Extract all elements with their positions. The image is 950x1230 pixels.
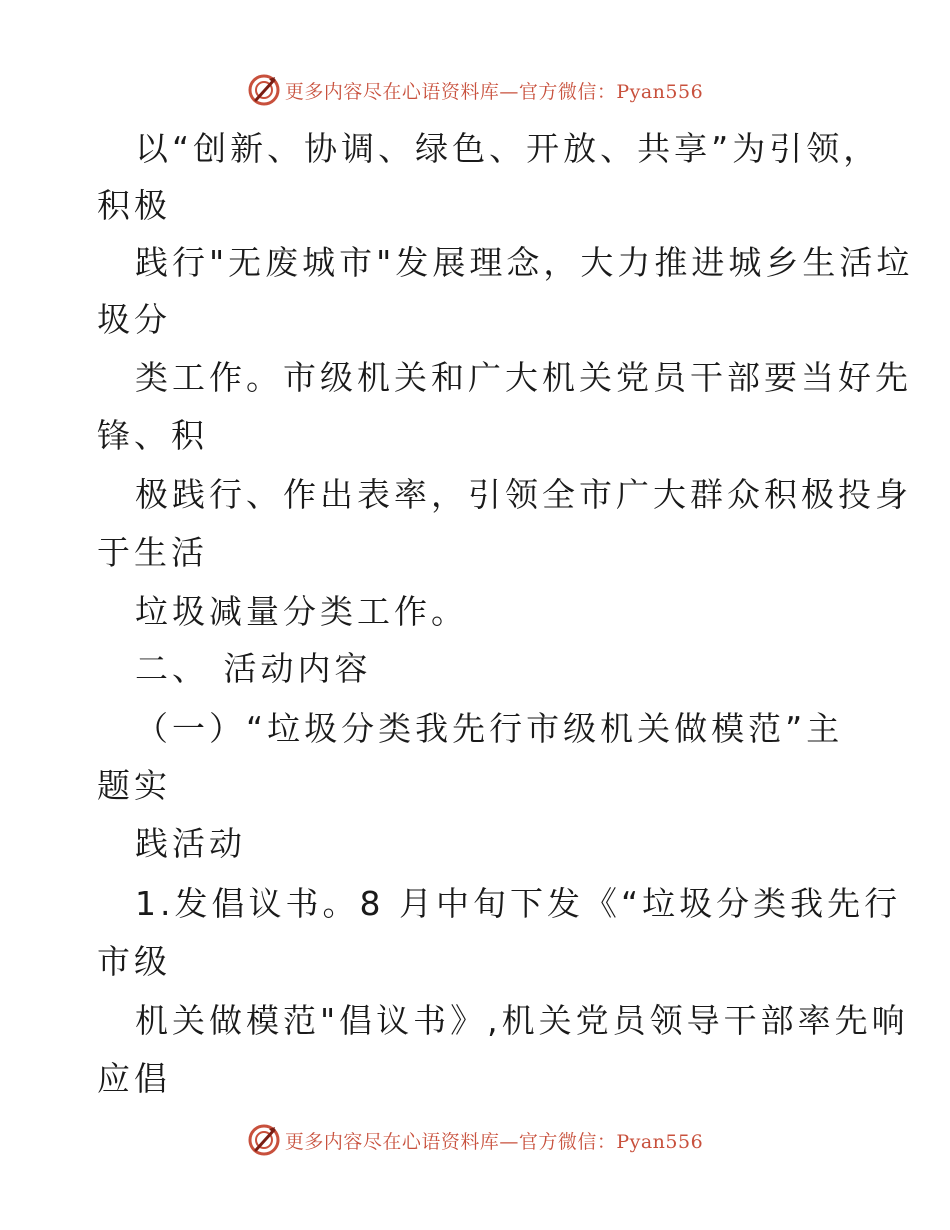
paragraph-line: 践行"无废城市"发展理念，大力推进城乡生活垃 bbox=[135, 243, 914, 282]
paragraph-line: 机关做模范"倡议书》,机关党员领导干部率先响 bbox=[135, 1001, 909, 1040]
paragraph-line: 极践行、作出表率，引领全市广大群众积极投身 bbox=[135, 475, 912, 514]
paragraph-line: 类工作。市级机关和广大机关党员干部要当好先 bbox=[135, 358, 912, 397]
paragraph-line: 1.发倡议书。8 月中旬下发《“垃圾分类我先行 bbox=[135, 884, 902, 923]
subsection-heading: （一）“垃圾分类我先行市级机关做模范”主 bbox=[135, 709, 844, 748]
watermark-text: 更多内容尽在心语资料库—官方微信：Pyan556 bbox=[284, 1130, 704, 1153]
section-heading: 二、 活动内容 bbox=[135, 649, 372, 688]
paragraph-line: 积极 bbox=[97, 186, 171, 225]
subsection-heading: 题实 bbox=[97, 766, 171, 805]
watermark-text: 更多内容尽在心语资料库—官方微信：Pyan556 bbox=[284, 80, 704, 103]
paragraph-line: 市级 bbox=[97, 942, 171, 981]
paragraph-line: 垃圾减量分类工作。 bbox=[135, 592, 468, 631]
paragraph-line: 应倡 bbox=[97, 1059, 171, 1098]
paragraph-line: 圾分 bbox=[97, 300, 171, 339]
paragraph-line: 于生活 bbox=[97, 533, 208, 572]
footer-watermark bbox=[0, 1122, 950, 1158]
seal-logo-icon bbox=[247, 73, 281, 107]
paragraph-line: 以“创新、协调、绿色、开放、共享”为引领， bbox=[135, 129, 881, 168]
paragraph-line: 锋、积 bbox=[97, 416, 208, 455]
seal-logo-icon bbox=[247, 1123, 281, 1157]
header-watermark bbox=[0, 72, 950, 108]
subsection-heading: 践活动 bbox=[135, 824, 246, 863]
